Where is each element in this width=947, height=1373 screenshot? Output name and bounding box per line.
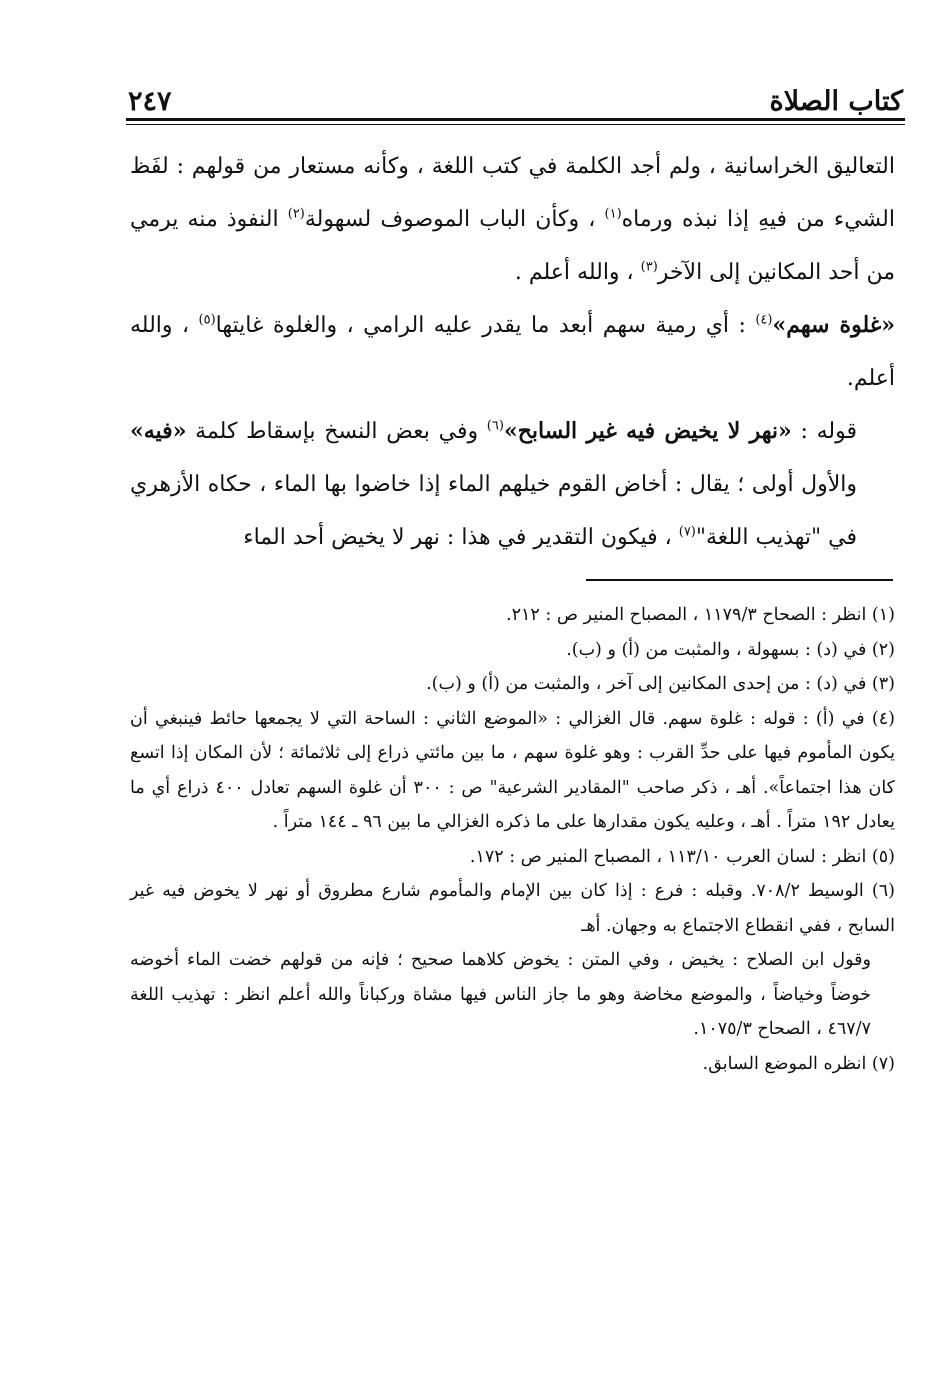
footnote-4: (٤) في (أ) : قوله : غلوة سهم. قال الغزالي : «الموضع الثاني : الساحة التي لا يجمعها حائط فينبغي أن يكون المأموم فيها على حدِّ القرب : وهو غلوة سهم ، ما بين مائتي ذراع إلى ثلاثمائة ؛ لأن المكان إذا اتسع كان هذا اجتماعاً». أهـ ، ذكر صاحب "المقادير الشرعية" ص : ٣٠٠ أن غلوة السهم تعادل ٤٠٠ ذراع أي ما يعادل ١٩٢ متراً . أهـ ، وعليه يكون مقدارها على ما ذكره الغزالي ما بين ٩٦ ـ ١٤٤ متراً .	[130, 708, 895, 832]
term-nahr: «نهر لا يخيض فيه غير السابح»	[503, 418, 792, 444]
footnote-ref-1[interactable]: (١)	[604, 206, 622, 222]
footnote-ref-5[interactable]: (٥)	[198, 312, 216, 328]
footnote-ref-3[interactable]: (٣)	[640, 259, 658, 275]
term-fihi: «فيه»	[130, 418, 187, 444]
header-rule-thick	[126, 118, 905, 121]
main-text	[130, 140, 895, 564]
footnote-1: (١) انظر : الصحاح ١١٧٩/٣ ، المصباح المنير ص : ٢١٢.	[506, 605, 895, 625]
page-number: ٢٤٧	[128, 86, 172, 117]
paragraph-1: التعاليق الخراسانية ، ولم أجد الكلمة في كتب اللغة ، وكأنه مستعار من قولهم : لفَظ الشيء من فيهِ إذا نبذه ورماه$^{(١)}$ ، وكأن الباب الموصوف لسهولة$^{(٢)}$ النفوذ منه يرمي من أحد المكانين إلى الآخر$^{(٣)}$ ، والله أعلم .	[130, 154, 895, 285]
footnote-5: (٥) انظر : لسان العرب ١١٣/١٠ ، المصباح المنير ص : ١٧٢.	[469, 846, 895, 867]
footnote-3: (٣) في (د) : من إحدى المكانين إلى آخر ، والمثبت من (أ) و (ب).	[426, 674, 895, 694]
running-header	[128, 82, 903, 122]
header-rule-thin	[126, 124, 905, 125]
footnote-ref-2[interactable]: (٢)	[287, 206, 305, 222]
footnote-2: (٢) في (د) : بسهولة ، والمثبت من (أ) و (ب).	[566, 639, 895, 660]
footnote-6-continued: وقول ابن الصلاح : يخيض ، وفي المتن : يخوض كلاهما صحيح ؛ فإنه من قولهم خضت الماء أخوضه خوضاً وخياضاً ، والموضع مخاضة وهو ما جاز الناس فيها مشاة وركباناً والله أعلم انظر : تهذيب اللغة ٤٦٧/٧ ، الصحاح ١٠٧٥/٣.	[130, 950, 871, 1039]
footnote-separator	[586, 579, 893, 581]
chapter-title: كتاب الصلاة	[769, 86, 903, 117]
paragraph-2: «غلوة سهم»$^{(٤)}$ : أي رمية سهم أبعد ما يقدر عليه الرامي ، والغلوة غايتها$^{(٥)}$ ، والله أعلم.	[130, 312, 895, 391]
footnote-ref-7[interactable]: (٧)	[678, 524, 696, 540]
footnote-7: (٧) انظره الموضع السابق.	[702, 1053, 895, 1074]
paragraph-3: قوله : «نهر لا يخيض فيه غير السابح»$^{(٦)}$ وفي بعض النسخ بإسقاط كلمة «فيه» والأول أولى ؛ يقال : أخاض القوم خيلهم الماء إذا خاضوا بها الماء ، حكاه الأزهري في "تهذيب اللغة"$^{(٧)}$ ، فيكون التقدير في هذا : نهر لا يخيض أحد الماء	[130, 418, 858, 550]
footnote-ref-4[interactable]: (٤)	[755, 312, 773, 328]
footnotes	[130, 598, 895, 1081]
term-ghalwat-sahm: «غلوة سهم»	[772, 312, 895, 338]
footnote-6: (٦) الوسيط ٧٠٨/٢. وقبله : فرع : إذا كان بين الإمام والمأموم شارع مطروق أو نهر لا يخوض فيه غير السابح ، ففي انقطاع الاجتماع به وجهان. أهـ	[130, 881, 895, 936]
footnote-ref-6[interactable]: (٦)	[486, 418, 504, 434]
